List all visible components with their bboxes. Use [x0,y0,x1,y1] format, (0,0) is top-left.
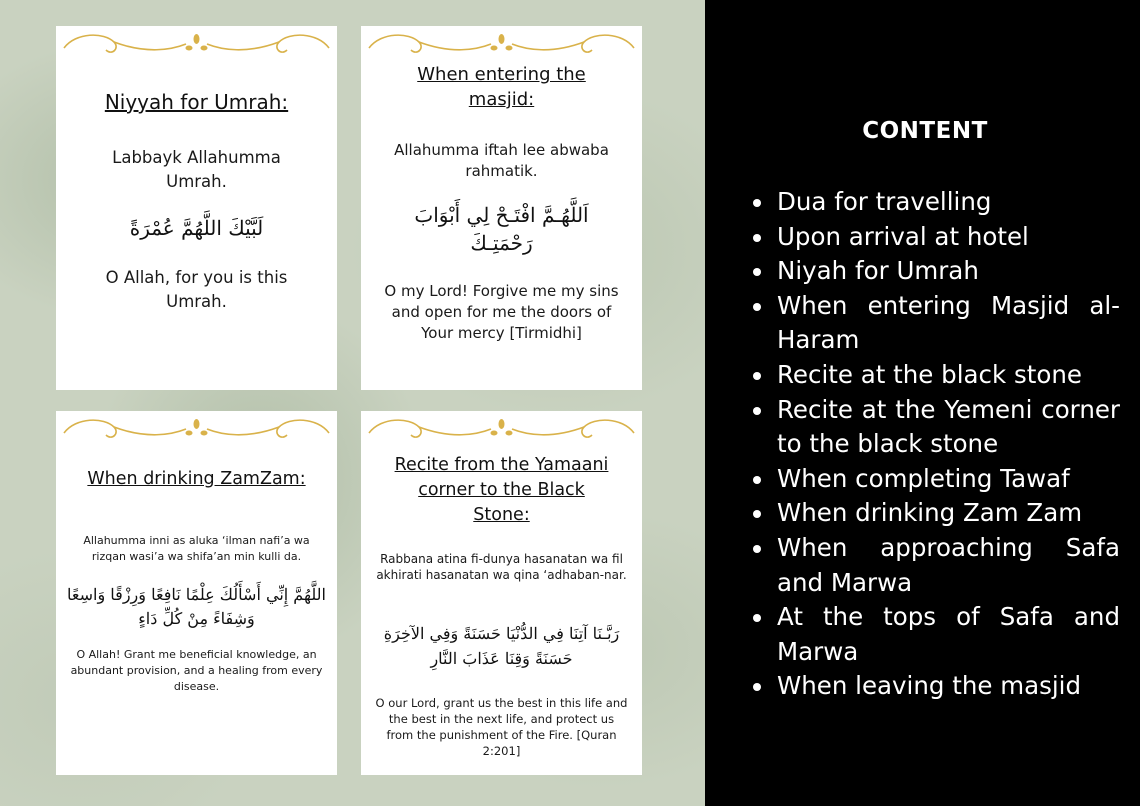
content-heading: CONTENT [862,118,988,144]
dua-card-entering-masjid [361,26,642,390]
card-title: Recite from the Yamaani corner to the Black Stone: [394,455,609,525]
card-translation: O our Lord, grant us the best in this life and the best in the next life, and protect us from the punishment of the Fire. [Quran 2:201] [375,696,628,758]
card-transliteration: Rabbana atina fi-dunya hasanatan wa fil akhirati hasanatan wa qina ‘adhaban-nar. [376,552,627,582]
card-arabic-text: رَبَّـنَا آتِنَا فِي الدُّنْيَا حَسَنَةً وَفِي الآخِرَةِ حَسَنَةً وَقِنَا عَذَابَ النَّارِ [383,624,620,668]
list-item: Upon arrival at hotel [777,220,1120,255]
card-title: When entering the masjid: [417,64,586,110]
list-item: When entering Masjid al-Haram [777,289,1120,358]
list-item: Dua for travelling [777,185,1120,220]
card-translation: O my Lord! Forgive me my sins and open for me the doors of Your mercy [Tirmidhi] [384,282,619,342]
card-translation: O Allah, for you is this Umrah. [105,268,288,311]
dua-card-niyyah [56,26,337,390]
card-transliteration: Allahumma iftah lee abwaba rahmatik. [394,141,609,180]
card-arabic-text: اَللَّهُـمَّ افْتَـحْ لِي أَبْوَابَ رَحْمَتِـكَ [414,203,589,255]
list-item: Recite at the Yemeni corner to the black stone [777,393,1120,462]
list-item: Recite at the black stone [777,358,1120,393]
gold-ornament-icon [361,28,642,66]
dua-card-yamaani-corner [361,411,642,775]
list-item: When drinking Zam Zam [777,496,1120,531]
gold-ornament-icon [361,413,642,451]
list-item: When leaving the masjid [777,669,1120,704]
card-arabic-text: لَبَّيْكَ اللَّهُمَّ عُمْرَةً [129,216,264,240]
list-item: Niyah for Umrah [777,254,1120,289]
card-transliteration: Labbayk Allahumma Umrah. [112,148,281,191]
content-list [777,185,1120,704]
gold-ornament-icon [56,413,337,451]
list-item: At the tops of Safa and Marwa [777,600,1120,669]
list-item: When completing Tawaf [777,462,1120,497]
content-panel [705,0,1140,806]
card-title: When drinking ZamZam: [87,469,306,489]
card-transliteration: Allahumma inni as aluka ‘ilman nafi’a wa rizqan wasi’a wa shifa’an min kulli da. [83,534,310,563]
dua-card-zamzam [56,411,337,775]
card-title: Niyyah for Umrah: [104,90,289,114]
card-translation: O Allah! Grant me beneficial knowledge, an abundant provision, and a healing from every disease. [70,648,323,693]
gold-ornament-icon [56,28,337,66]
list-item: When approaching Safa and Marwa [777,531,1120,600]
card-arabic-text: اللَّهُمَّ إِنِّي أَسْأَلُكَ عِلْمًا نَافِعًا وَرِزْقًا وَاسِعًا وَشِفَاءً مِنْ كُلِّ دَاءٍ [67,585,326,628]
